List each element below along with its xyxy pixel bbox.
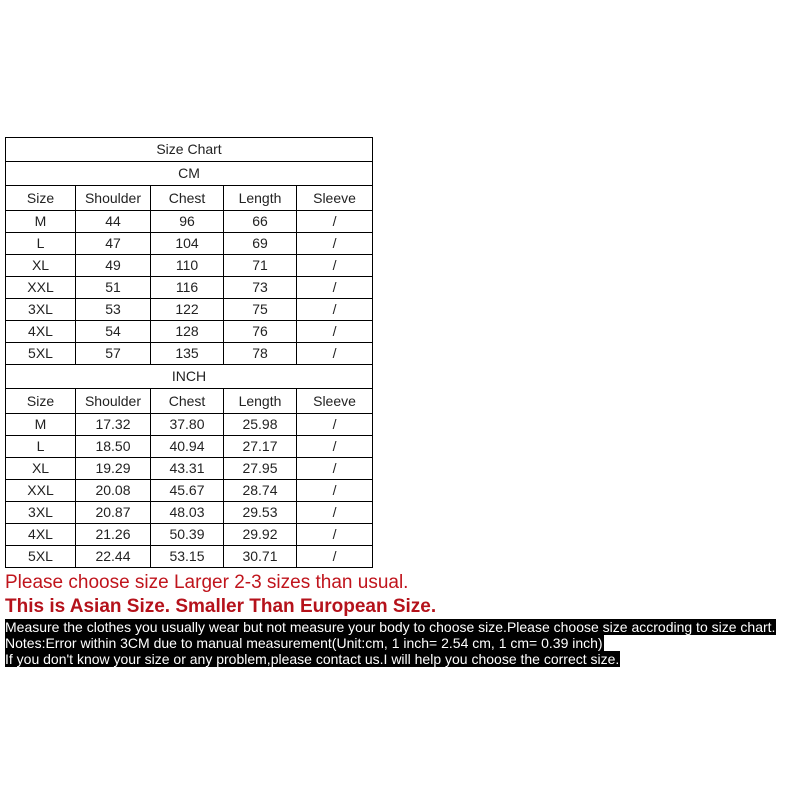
cell-sleeve: / — [297, 343, 373, 365]
cell-size: XL — [6, 255, 76, 277]
cell-chest: 128 — [151, 321, 224, 343]
table-row — [6, 277, 373, 299]
table-row — [6, 299, 373, 321]
cell-sleeve: / — [297, 480, 373, 502]
error-note: Notes:Error within 3CM due to manual measurement(Unit:cm, 1 inch= 2.54 cm, 1 cm= 0.39 inch) — [5, 635, 603, 651]
cell-sleeve: / — [297, 436, 373, 458]
unit-row — [6, 162, 373, 186]
table-row — [6, 343, 373, 365]
cell-length: 29.53 — [224, 502, 297, 524]
cell-size: 5XL — [6, 546, 76, 568]
contact-note: If you don't know your size or any problem,please contact us.I will help you choose the correct size. — [5, 651, 620, 667]
column-header-shoulder: Shoulder — [76, 186, 151, 211]
cell-size: 4XL — [6, 321, 76, 343]
cell-sleeve: / — [297, 233, 373, 255]
table-row — [6, 524, 373, 546]
table-row — [6, 255, 373, 277]
cell-size: 3XL — [6, 299, 76, 321]
cell-shoulder: 49 — [76, 255, 151, 277]
cell-shoulder: 57 — [76, 343, 151, 365]
cell-chest: 110 — [151, 255, 224, 277]
cell-chest: 135 — [151, 343, 224, 365]
cell-length: 25.98 — [224, 414, 297, 436]
table-row — [6, 480, 373, 502]
cell-size: XXL — [6, 480, 76, 502]
cell-length: 73 — [224, 277, 297, 299]
cell-shoulder: 19.29 — [76, 458, 151, 480]
cell-chest: 48.03 — [151, 502, 224, 524]
column-header-chest: Chest — [151, 186, 224, 211]
cell-sleeve: / — [297, 524, 373, 546]
column-header-size: Size — [6, 186, 76, 211]
title-row — [6, 138, 373, 162]
cell-sleeve: / — [297, 502, 373, 524]
cell-shoulder: 21.26 — [76, 524, 151, 546]
column-header-length: Length — [224, 186, 297, 211]
cell-chest: 50.39 — [151, 524, 224, 546]
table-row — [6, 321, 373, 343]
cell-length: 78 — [224, 343, 297, 365]
cell-shoulder: 20.87 — [76, 502, 151, 524]
header-row — [6, 389, 373, 414]
table-row — [6, 502, 373, 524]
cell-chest: 96 — [151, 211, 224, 233]
cell-size: 4XL — [6, 524, 76, 546]
cell-length: 66 — [224, 211, 297, 233]
cell-shoulder: 47 — [76, 233, 151, 255]
cell-length: 29.92 — [224, 524, 297, 546]
column-header-size: Size — [6, 389, 76, 414]
unit-row — [6, 365, 373, 389]
cell-length: 27.95 — [224, 458, 297, 480]
larger-size-note: Please choose size Larger 2-3 sizes than usual. — [5, 572, 409, 593]
cell-sleeve: / — [297, 414, 373, 436]
unit-label: CM — [6, 162, 373, 186]
column-header-shoulder: Shoulder — [76, 389, 151, 414]
cell-length: 75 — [224, 299, 297, 321]
cell-chest: 122 — [151, 299, 224, 321]
cell-length: 76 — [224, 321, 297, 343]
cell-chest: 40.94 — [151, 436, 224, 458]
cell-length: 69 — [224, 233, 297, 255]
cell-chest: 43.31 — [151, 458, 224, 480]
cell-size: 3XL — [6, 502, 76, 524]
cell-size: M — [6, 211, 76, 233]
column-header-chest: Chest — [151, 389, 224, 414]
column-header-sleeve: Sleeve — [297, 186, 373, 211]
cell-chest: 45.67 — [151, 480, 224, 502]
table-row — [6, 458, 373, 480]
cell-shoulder: 51 — [76, 277, 151, 299]
cell-sleeve: / — [297, 546, 373, 568]
cell-shoulder: 17.32 — [76, 414, 151, 436]
cell-size: XL — [6, 458, 76, 480]
cell-chest: 104 — [151, 233, 224, 255]
cell-shoulder: 53 — [76, 299, 151, 321]
cell-sleeve: / — [297, 211, 373, 233]
cell-shoulder: 18.50 — [76, 436, 151, 458]
asian-size-note: This is Asian Size. Smaller Than European Size. — [5, 596, 437, 617]
size-chart-body — [6, 138, 373, 568]
cell-length: 28.74 — [224, 480, 297, 502]
table-row — [6, 211, 373, 233]
unit-label: INCH — [6, 365, 373, 389]
table-row — [6, 436, 373, 458]
cell-size: L — [6, 436, 76, 458]
cell-chest: 116 — [151, 277, 224, 299]
header-row — [6, 186, 373, 211]
cell-chest: 37.80 — [151, 414, 224, 436]
cell-shoulder: 22.44 — [76, 546, 151, 568]
cell-length: 71 — [224, 255, 297, 277]
cell-size: L — [6, 233, 76, 255]
cell-shoulder: 44 — [76, 211, 151, 233]
cell-shoulder: 20.08 — [76, 480, 151, 502]
chart-title: Size Chart — [6, 138, 373, 162]
size-chart-table — [5, 137, 373, 568]
cell-sleeve: / — [297, 255, 373, 277]
column-header-sleeve: Sleeve — [297, 389, 373, 414]
table-row — [6, 546, 373, 568]
cell-size: 5XL — [6, 343, 76, 365]
column-header-length: Length — [224, 389, 297, 414]
table-row — [6, 233, 373, 255]
cell-sleeve: / — [297, 321, 373, 343]
cell-shoulder: 54 — [76, 321, 151, 343]
measure-note: Measure the clothes you usually wear but not measure your body to choose size.Please choose size accroding to size chart. — [5, 619, 776, 635]
table-row — [6, 414, 373, 436]
cell-size: M — [6, 414, 76, 436]
cell-sleeve: / — [297, 299, 373, 321]
cell-length: 27.17 — [224, 436, 297, 458]
cell-chest: 53.15 — [151, 546, 224, 568]
cell-size: XXL — [6, 277, 76, 299]
cell-sleeve: / — [297, 458, 373, 480]
cell-length: 30.71 — [224, 546, 297, 568]
cell-sleeve: / — [297, 277, 373, 299]
